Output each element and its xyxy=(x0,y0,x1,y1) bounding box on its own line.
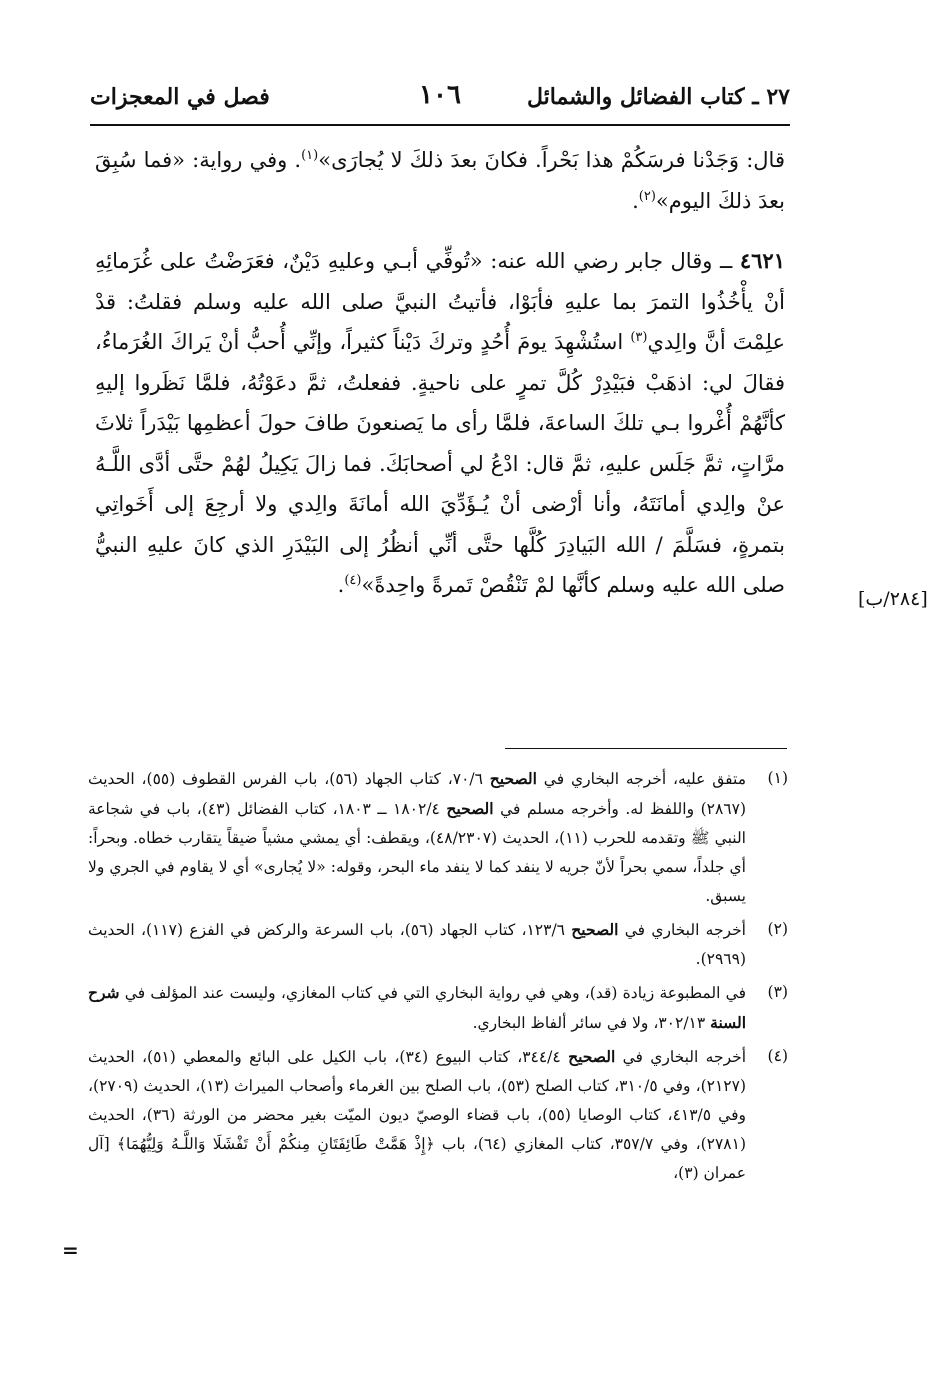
footnote-number: (٤) xyxy=(767,1047,788,1065)
footnote-ref-4[interactable]: (٤) xyxy=(344,573,362,588)
paragraph-continuation: قال: وَجَدْنا فرسَكُمْ هذا بَحْراً. فكانَ بعدَ ذلكَ لا يُجارَى»$^{(١)}$. وفي رواية: «فما سُبِقَ بعدَ ذلكَ اليوم»$^{(٢)}$. xyxy=(95,148,785,213)
footnotes xyxy=(88,764,788,1192)
footnote-ref-2[interactable]: (٢) xyxy=(638,188,656,204)
footnote-2 xyxy=(88,915,788,974)
page-number: ١٠٦ xyxy=(419,80,461,110)
footnote-text: أخرجه البخاري في الصحيح ١٢٣/٦، كتاب الجهاد (٥٦)، باب السرعة والركض في الفزع (١١٧)، الحديث (٢٩٦٩). xyxy=(88,920,746,968)
footnote-4 xyxy=(88,1042,788,1188)
continuation-mark: = xyxy=(62,1238,79,1262)
running-header xyxy=(90,78,790,118)
hadith-paragraph: ٤٦٢١ ــ وقال جابر رضي الله عنه: «تُوفِّي أبـي وعليهِ دَيْنٌ، فعَرَضْتُ على غُرَمائِهِ أنْ يأْخُذُوا التمرَ بما عليهِ فأبَوْا، فأتيتُ النبيَّ صلى الله عليه وسلم فقلتُ: قدْ علِمْتَ أنَّ والِدي$^{(٣)}$ استُشْهِدَ يومَ أُحُدٍ وتركَ دَيْناً كثيراً، وإنِّي أُحبُّ أنْ يَراكَ الغُرَماءُ، فقالَ لي: اذهَبْ فبَيْدِرْ كُلَّ تمرٍ على ناحيةٍ. ففعلتُ، ثمَّ دعَوْتُهُ، فلمَّا نَظَروا إليهِ كأنَّهُمْ أُغْروا بـي تلكَ الساعةَ، فلمَّا رأى ما يَصنعونَ طافَ حولَ أعظمِها بَيْدَراً ثلاثَ مرَّاتٍ، ثمَّ جَلَس عليهِ، ثمَّ قال: ادْعُ لي أصحابَكَ. فما زالَ يَكِيلُ لهُمْ حتَّى أدَّى اللَّـهُ عنْ والِدي أمانَتَهُ، وأنا أرْضى أنْ يُـؤَدِّيَ الله أمانَةَ والِدي ولا أرجِعَ إلى أَخَواتِي بتمرةٍ، فسَلَّمَ / الله البَيادِرَ كُلَّها حتَّى أنِّي أنظُرُ إلى البَيْدَرِ الذي كانَ عليهِ النبيُّ صلى الله عليه وسلم كأنَّها لمْ تَنْقُصْ تَمرةً واحِدةً»$^{(٤)}$. xyxy=(95,248,785,597)
footnote-number: (٢) xyxy=(767,920,788,938)
footnote-text: أخرجه البخاري في الصحيح ٣٤٤/٤، كتاب البيوع (٣٤)، باب الكيل على البائع والمعطي (٥١)، الحديث (٢١٢٧)، وفي ٣١٠/٥، كتاب الصلح (٥٣)، باب الصلح بين الغرماء وأصحاب الميراث (١٣)، الحديث (٢٧٠٩)، وفي ٤١٣/٥، كتاب الوصايا (٥٥)، باب قضاء الوصيّ ديون الميّت بغير محضر من الورثة (٣٦)، الحديث (٢٧٨١)، وفي ٣٥٧/٧، كتاب المغازي (٦٤)، باب ﴿إِذْ هَمَّتْ طَائِفَتَانِ مِنكُمْ أَنْ تَفْشَلَا وَاللَّـهُ وَلِيُّهُمَا﴾ [آل عمران (٣)، xyxy=(88,1047,747,1182)
footnote-1 xyxy=(88,764,788,911)
footnote-text: في المطبوعة زيادة (قد)، وهي في رواية البخاري التي في كتاب المغازي، وليست عند المؤلف في شرح السنة ٣٠٢/١٣، ولا في سائر ألفاظ البخاري. xyxy=(88,983,746,1032)
manuscript-margin-reference: [٢٨٤/ب] xyxy=(858,588,928,610)
footnote-3 xyxy=(88,978,788,1038)
footnote-rule xyxy=(505,748,787,749)
footnote-number: (٣) xyxy=(767,983,788,1001)
footnote-ref-1[interactable]: (١) xyxy=(301,148,319,163)
header-rule xyxy=(90,124,790,126)
main-text xyxy=(95,140,785,606)
footnote-number: (١) xyxy=(767,769,788,787)
footnote-ref-3[interactable]: (٣) xyxy=(630,330,648,345)
hadith-number: ٤٦٢١ xyxy=(739,248,785,273)
book-chapter-title: ٢٧ ـ كتاب الفضائل والشمائل xyxy=(526,84,790,110)
section-title: فصل في المعجزات xyxy=(90,84,270,110)
footnote-text: متفق عليه، أخرجه البخاري في الصحيح ٧٠/٦، كتاب الجهاد (٥٦)، باب الفرس القطوف (٥٥)، الحديث (٢٨٦٧) واللفظ له. وأخرجه مسلم في الصحيح ١٨٠٢/٤ ــ ١٨٠٣، كتاب الفضائل (٤٣)، باب في شجاعة النبي ﷺ وتقدمه للحرب (١١)، الحديث (٤٨/٢٣٠٧)، ويقطف: أي يمشي مشياً ضيقاً يتقارب خطاه. وبحراً: أي جلداً، سمي بحراً لأنّ جريه لا ينفد كما لا ينفد ماء البحر، وقوله: «لا يُجارى» أي لا يقاوم في الجري ولا يسبق. xyxy=(88,769,746,905)
